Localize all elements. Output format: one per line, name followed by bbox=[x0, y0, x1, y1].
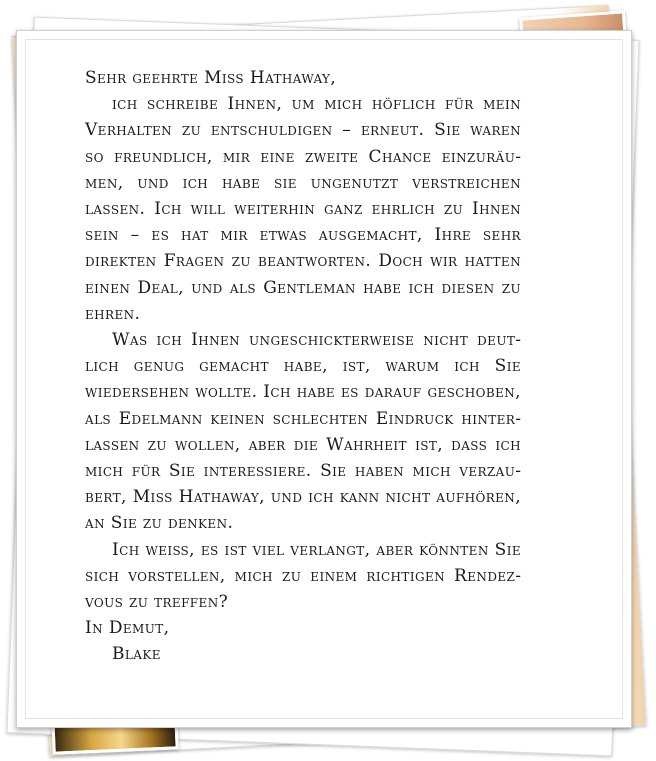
letter-paragraph-2: Was ich Ihnen ungeschickterweise nicht deutlich genug gemacht habe, ist, warum ich Sie wiedersehen wollte. Ich habe es darauf geschoben, als Edelmann keinen schlechten Eindruck hinterlassen zu wollen, aber die Wahrheit ist, dass ich mich für Sie interessiere. Sie haben mich verzaubert, Miss Hathaway, und ich kann nicht aufhören, an Sie zu denken. bbox=[85, 330, 521, 534]
letter-salutation: Sehr geehrte Miss Hathaway, bbox=[85, 68, 337, 88]
letter-signature: Blake bbox=[112, 644, 161, 665]
letter-page bbox=[16, 30, 632, 728]
letter-body bbox=[85, 65, 521, 668]
letter-closing: In Demut, bbox=[85, 618, 170, 639]
letter-paragraph-3: Ich weiß, es ist viel verlangt, aber könnten Sie sich vorstellen, mich zu einem richtigen Rendezvous zu treffen? bbox=[85, 539, 521, 613]
letter-paragraph-1: ich schreibe Ihnen, um mich höflich für mein Verhalten zu entschuldigen – erneut. Sie waren so freundlich, mir eine zweite Chance einzuräumen, und ich habe sie ungenutzt verstreichen lassen. Ich will weiterhin ganz ehrlich zu Ihnen sein – es hat mir etwas ausgemacht, Ihre sehr direkten Fragen zu beantworten. Doch wir hatten einen Deal, und als Gentleman habe ich diesen zu ehren. bbox=[85, 94, 521, 324]
